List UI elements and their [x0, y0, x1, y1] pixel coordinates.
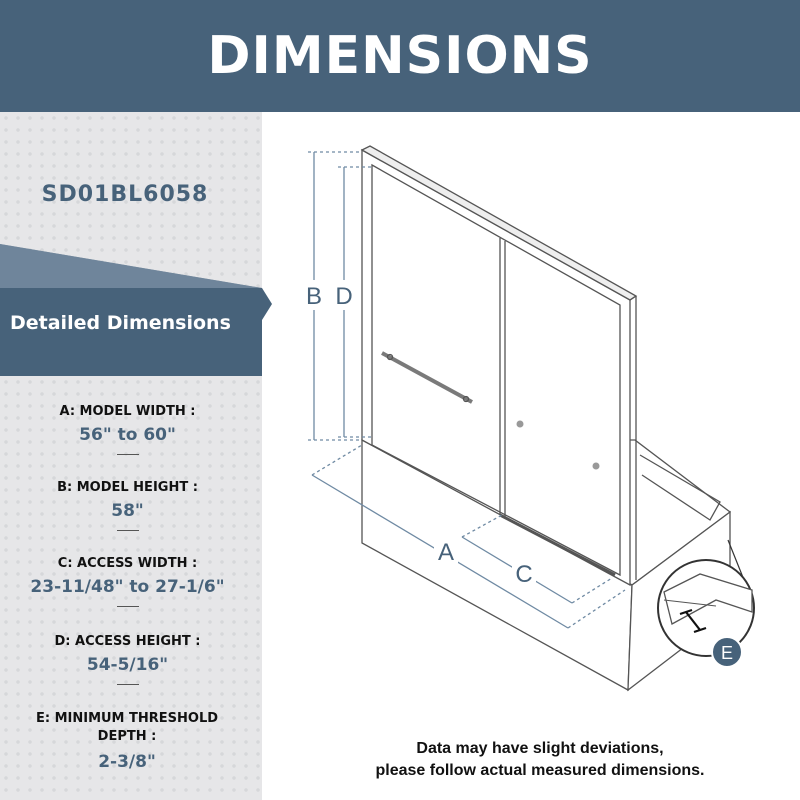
dimension-label-a: A	[437, 539, 455, 566]
disclaimer-line-1: Data may have slight deviations,	[416, 740, 664, 757]
spec-label: E: MINIMUM THRESHOLD DEPTH :	[35, 711, 219, 744]
spec-value: 56" to 60"	[79, 425, 176, 445]
spec-model-height	[0, 480, 255, 531]
divider	[117, 684, 139, 685]
spec-value: 23-11/48" to 27-1/6"	[30, 577, 225, 597]
disclaimer-note	[300, 738, 780, 782]
section-title: Detailed Dimensions	[10, 312, 231, 334]
shower-door-diagram	[262, 112, 800, 800]
divider	[117, 606, 139, 607]
header-bar	[0, 0, 800, 112]
dimension-label-b: B	[305, 283, 323, 310]
spec-access-height	[0, 634, 255, 685]
spec-label: B: MODEL HEIGHT :	[57, 480, 198, 495]
spec-model-width	[0, 404, 255, 455]
disclaimer-line-2: please follow actual measured dimensions.	[375, 762, 705, 779]
section-banner	[0, 244, 272, 376]
dimension-label-d: D	[335, 283, 353, 310]
spec-threshold-depth	[12, 710, 242, 772]
divider	[117, 454, 139, 455]
dimension-label-e: E	[720, 643, 734, 663]
spec-value: 58"	[111, 501, 144, 521]
sidebar-panel	[0, 112, 262, 800]
dimension-label-c: C	[515, 561, 533, 588]
spec-value: 54-5/16"	[86, 655, 169, 675]
divider	[117, 530, 139, 531]
spec-label: D: ACCESS HEIGHT :	[54, 634, 201, 649]
page-title: DIMENSIONS	[207, 26, 593, 86]
model-number: SD01BL6058	[41, 182, 209, 207]
spec-value: 2-3/8"	[98, 752, 156, 772]
spec-label: C: ACCESS WIDTH :	[57, 556, 198, 571]
spec-label: A: MODEL WIDTH :	[59, 404, 196, 419]
spec-access-width	[0, 556, 255, 607]
